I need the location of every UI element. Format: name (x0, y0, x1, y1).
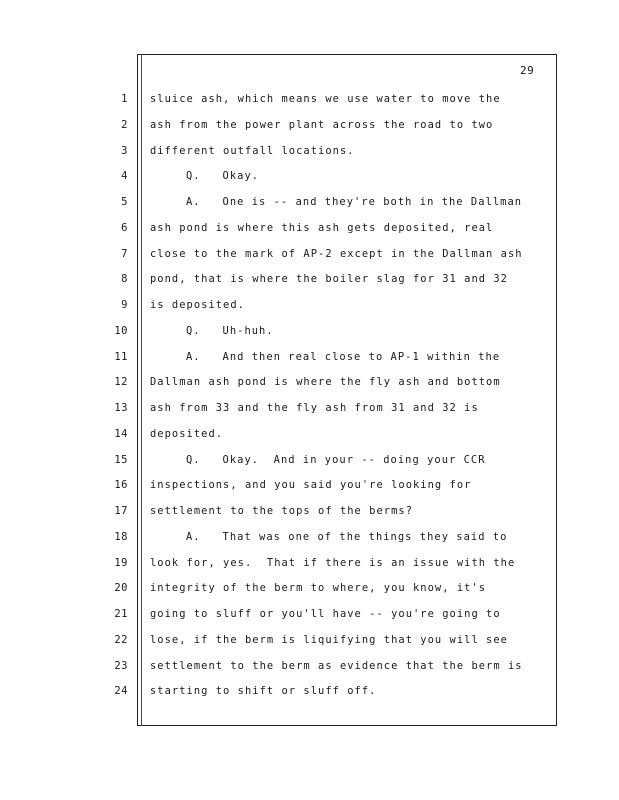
margin-rule (141, 54, 142, 726)
transcript-line: settlement to the berm as evidence that the berm is (150, 659, 523, 672)
line-number: 7 (121, 247, 128, 260)
transcript-line: is deposited. (150, 299, 245, 311)
transcript-line: A. One is -- and they're both in the Dallman (186, 196, 523, 208)
line-number: 19 (114, 556, 128, 569)
transcript-line: close to the mark of AP-2 except in the Dallman ash (150, 247, 523, 260)
transcript-line: settlement to the tops of the berms? (150, 505, 414, 517)
line-number: 14 (114, 427, 128, 440)
line-number-column (104, 92, 128, 710)
line-number: 24 (114, 685, 128, 698)
transcript-line: look for, yes. That if there is an issue with the (150, 556, 516, 569)
line-number: 8 (121, 273, 128, 286)
transcript-line: ash from 33 and the fly ash from 31 and 32 is (150, 402, 479, 414)
transcript-line: A. That was one of the things they said to (186, 530, 508, 543)
transcript-line: deposited. (150, 427, 224, 440)
line-number: 10 (114, 324, 128, 337)
transcript-line: starting to shift or sluff off. (150, 685, 377, 698)
line-number: 20 (114, 582, 128, 595)
line-number: 3 (121, 144, 128, 157)
transcript-line: Q. Uh-huh. (186, 324, 274, 337)
line-number: 15 (114, 453, 128, 466)
line-number: 4 (121, 170, 128, 183)
transcript-line: inspections, and you said you're looking for (150, 479, 472, 492)
transcript-line: integrity of the berm to where, you know, it's (150, 582, 487, 595)
transcript-line: different outfall locations. (150, 144, 355, 157)
page-number: 29 (520, 64, 535, 77)
transcript-line: A. And then real close to AP-1 within the (186, 350, 501, 363)
line-number: 9 (121, 299, 128, 311)
line-number: 17 (114, 505, 128, 517)
line-number: 1 (121, 93, 128, 105)
transcript-line: lose, if the berm is liquifying that you will see (150, 633, 508, 646)
line-number: 23 (114, 659, 128, 672)
transcript-line: sluice ash, which means we use water to move the (150, 93, 501, 105)
transcript-line: pond, that is where the boiler slag for 31 and 32 (150, 273, 508, 286)
transcript-line: ash from the power plant across the road to two (150, 118, 494, 131)
transcript-line: Q. Okay. And in your -- doing your CCR (186, 453, 486, 466)
transcript-line: Dallman ash pond is where the fly ash and bottom (150, 376, 501, 389)
transcript-body (150, 92, 550, 710)
line-number: 6 (121, 221, 128, 234)
line-number: 13 (114, 402, 128, 414)
line-number: 21 (114, 608, 128, 620)
line-number: 12 (114, 376, 128, 389)
line-number: 18 (114, 530, 128, 543)
transcript-line: ash pond is where this ash gets deposited, real (150, 221, 494, 234)
line-number: 11 (114, 350, 128, 363)
transcript-line: going to sluff or you'll have -- you're going to (150, 608, 501, 620)
line-number: 16 (114, 479, 128, 492)
line-number: 5 (121, 196, 128, 208)
line-number: 22 (114, 633, 128, 646)
transcript-line: Q. Okay. (186, 170, 260, 183)
line-number: 2 (121, 118, 128, 131)
